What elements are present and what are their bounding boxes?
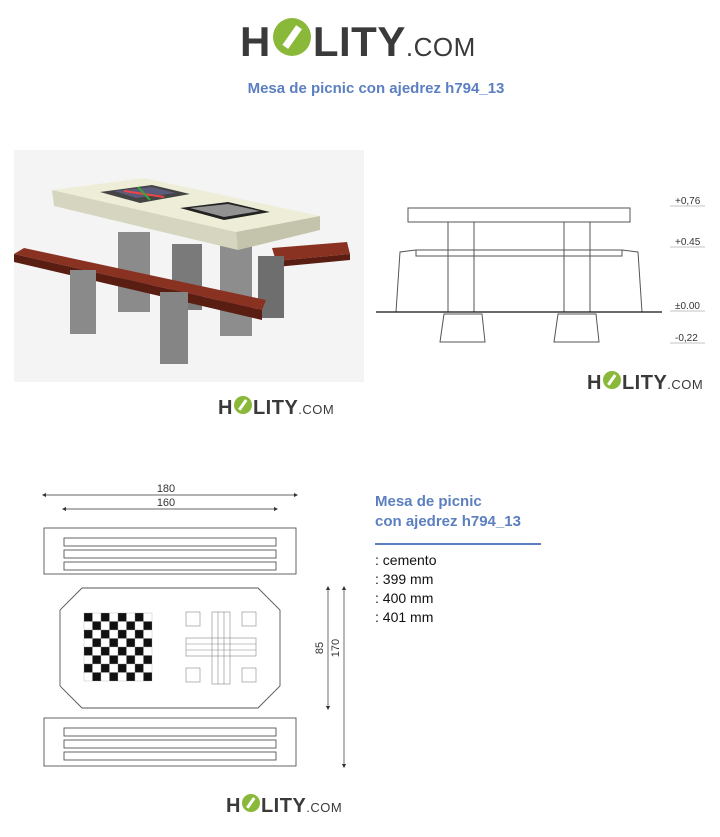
logo-com: .COM [405,32,476,62]
chess-square [93,656,102,665]
chess-square [84,673,93,682]
chess-square [84,656,93,665]
page-title: Mesa de picnic con ajedrez h794_13 [247,80,505,97]
spec-material: : cemento [375,552,437,568]
chess-square [144,656,153,665]
dim-table-depth: 85 [314,641,326,655]
chess-square [84,647,93,656]
chess-square [127,656,136,665]
chess-square [127,673,136,682]
brand-logo-render [218,396,334,420]
details-panel [375,492,541,627]
details-title-line1: Mesa de picnic [375,493,482,510]
chess-square [110,639,119,648]
details-title-line2: con ajedrez h794_13 [375,513,521,530]
logo-letter-h: H [218,397,233,419]
logo-letters: LITY [252,397,299,419]
chess-square [144,622,153,631]
brand-logo-plan [226,794,342,818]
chess-square [110,630,119,639]
logo-letter-h: H [226,795,241,817]
chess-square [110,622,119,631]
chess-square [135,664,144,673]
chess-square [127,647,136,656]
chess-square [110,656,119,665]
level-label-foundation: -0,22 [675,333,698,344]
chess-square [127,630,136,639]
chess-square [127,622,136,631]
logo-com: .COM [306,800,343,815]
spec-dimension-2: : 400 mm [375,590,434,606]
chess-square [135,656,144,665]
chess-square [84,664,93,673]
logo-letter-h: H [240,18,271,65]
chess-square [101,613,110,622]
chess-square [118,630,127,639]
logo-letters: LITY [260,795,307,817]
chess-square [101,647,110,656]
chess-square [101,673,110,682]
chess-square [127,664,136,673]
level-label-ground: ±0.00 [675,301,700,312]
brand-logo-top [240,18,476,66]
chess-square [127,613,136,622]
logo-o-icon [273,18,311,56]
chess-square [144,613,153,622]
chess-square [93,673,102,682]
spec-dimension-1: : 399 mm [375,571,434,587]
logo-o-icon [242,794,260,812]
logo-letters: LITY [621,372,668,394]
chess-square [135,630,144,639]
logo-o-icon [234,396,252,414]
chess-square [144,630,153,639]
chess-square [101,630,110,639]
chess-square [101,664,110,673]
chess-square [118,622,127,631]
chess-square [93,613,102,622]
chess-square [110,664,119,673]
chess-square [135,622,144,631]
chess-square [135,673,144,682]
chess-square [110,647,119,656]
chess-square [118,639,127,648]
chess-square [144,664,153,673]
chess-square [101,656,110,665]
chess-square [118,673,127,682]
table-render-image [14,150,364,382]
chess-square [118,647,127,656]
logo-o-icon [603,371,621,389]
chess-square [118,656,127,665]
chess-square [144,639,153,648]
spec-dimension-3: : 401 mm [375,609,434,625]
chess-square [144,647,153,656]
brand-logo-elevation [587,371,703,395]
elevation-drawing [370,190,715,350]
chess-square [135,613,144,622]
logo-com: .COM [667,377,704,392]
chess-square [84,630,93,639]
chess-square [93,664,102,673]
logo-letters: LITY [312,18,406,65]
logo-com: .COM [298,402,335,417]
chess-square [110,613,119,622]
chess-square [144,673,153,682]
details-divider [375,543,541,545]
chess-square [135,647,144,656]
chess-square [93,630,102,639]
dim-outer-width: 180 [156,483,176,495]
chessboard-pattern [84,613,152,681]
chess-square [101,622,110,631]
chess-square [135,639,144,648]
chess-square [93,622,102,631]
chess-square [93,639,102,648]
chess-square [118,613,127,622]
chess-square [84,613,93,622]
chess-square [110,673,119,682]
chess-square [93,647,102,656]
logo-letter-h: H [587,372,602,394]
dim-inner-width: 160 [156,497,176,509]
chess-square [84,639,93,648]
chess-square [127,639,136,648]
dim-total-depth: 170 [330,638,342,658]
level-label-top: +0,76 [675,196,701,207]
plan-drawing [36,478,356,778]
chess-square [118,664,127,673]
level-label-bench: +0.45 [675,237,701,248]
chess-square [101,639,110,648]
chess-square [84,622,93,631]
